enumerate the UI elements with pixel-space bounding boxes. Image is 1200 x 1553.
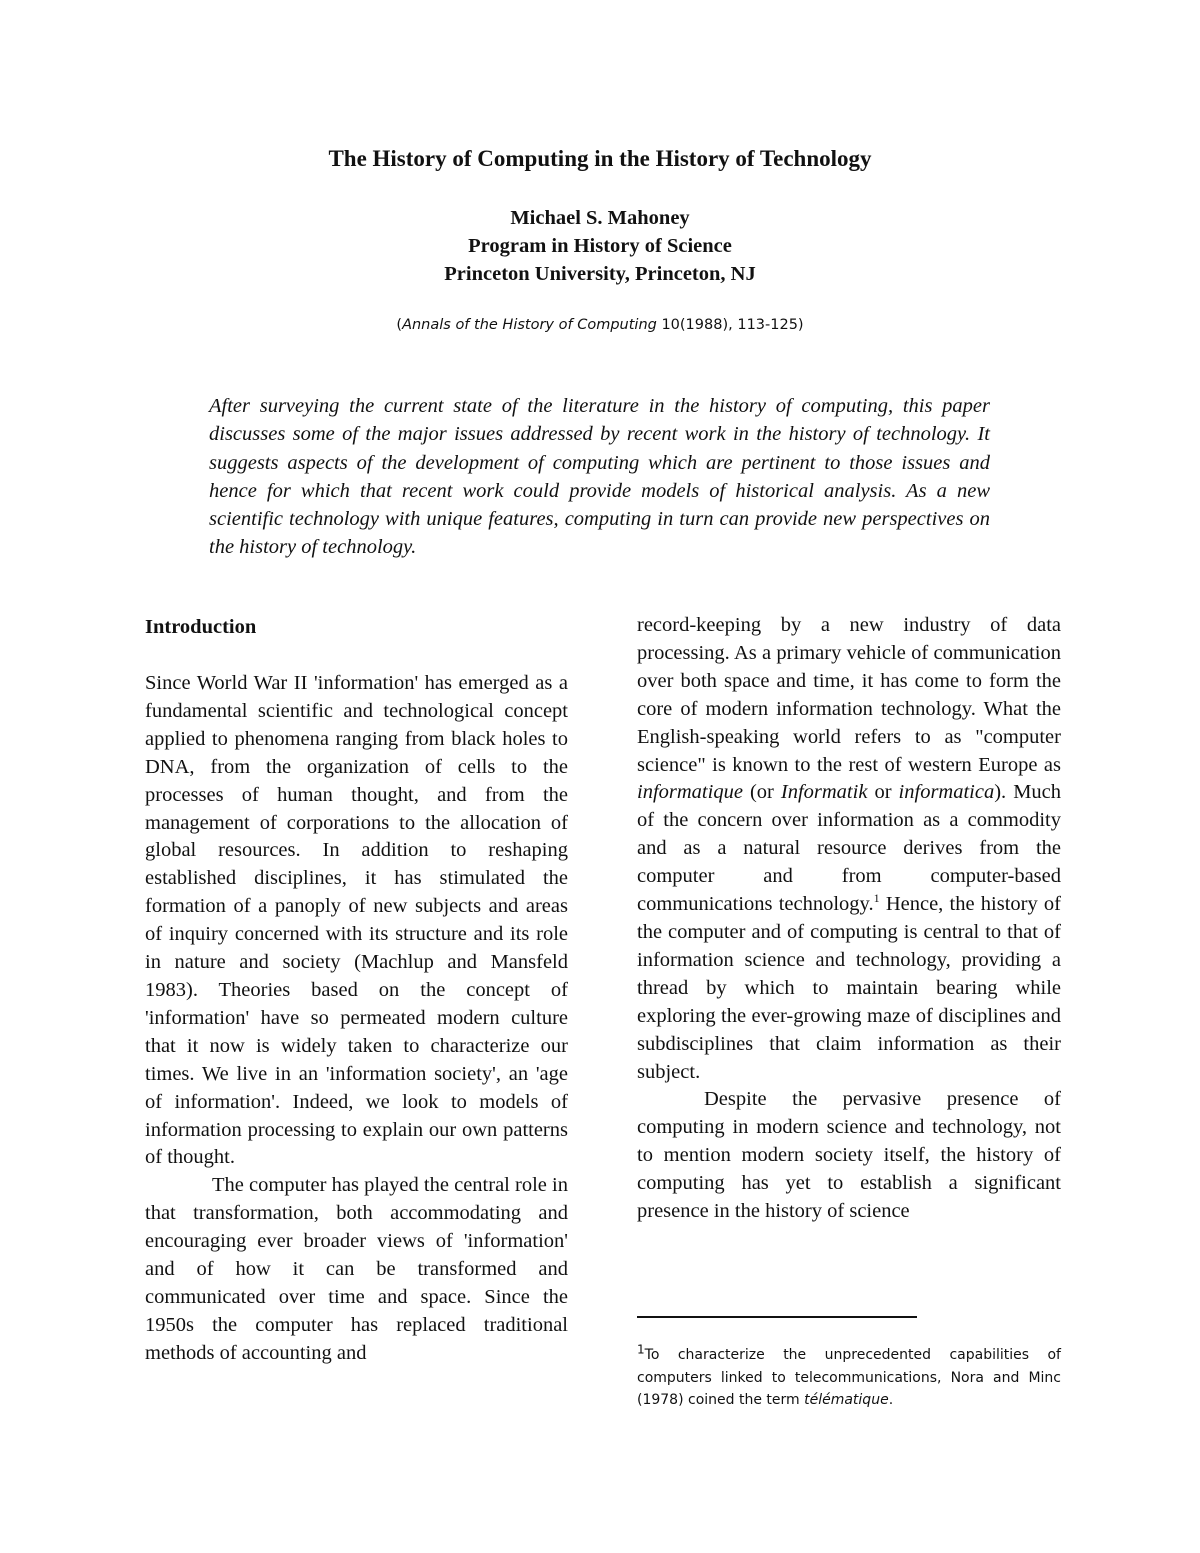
footnote-divider [637,1316,917,1318]
term-informatik: Informatik [780,781,868,804]
citation [0,317,1200,333]
citation-open: ( [396,317,403,333]
paragraph-3-text-c: or [867,781,899,804]
paragraph-3-text-b: (or [742,781,781,804]
citation-details: 10(1988), 113-125) [656,317,804,333]
author-block [0,204,1200,288]
paper-title: The History of Computing in the History of Technology [328,146,872,171]
footnote-text: To characterize the unprecedented capabilities of computers linked to telecommunications, Nora and Minc (1978) coined the term [637,1347,1061,1408]
section-heading: Introduction [145,616,257,638]
paragraph-3-text-e: Hence, the history of the computer and of computing is central to that of information science and technology, providing a thread by which to maintain bearing while exploring the ever-growing maze of disciplines and subdisciplines that claim information as their subject. [637,893,1062,1083]
paragraph-4: Despite the pervasive presence of computing in modern science and technology, not to mention modern society itself, the history of computing has yet to establish a significant presence in the history of science [637,1088,1061,1223]
paragraph-3 [637,612,1061,1086]
author-name: Michael S. Mahoney [510,207,690,229]
paragraph-3-text-a: record-keeping by a new industry of data processing. As a primary vehicle of communication over both space and time, it has come to form the core of modern information technology. What the English-speaking world refers to as "computer science" is known to the rest of western Europe as [637,614,1061,776]
footnote-marker: 1 [637,1342,645,1357]
paragraph-2: The computer has played the central role in that transformation, both accommodating and encouraging ever broader views of 'information' and of how it can be transformed and communicated over time and space. Since the 1950s the computer has replaced traditional methods of accounting and [145,1174,568,1364]
footnote-reference[interactable]: 1 [873,891,880,906]
column-right [637,612,1061,1226]
paragraph-3-text-d: ). Much of the concern over information as a commodity and as a natural resource derives from the computer and from computer-based communications technology. [637,781,1062,916]
term-informatica: informatica [898,781,995,804]
footnote-term: télématique [804,1392,889,1408]
footnote [637,1344,1061,1412]
column-left [145,612,568,1368]
citation-journal: Annals of the History of Computing [402,317,657,333]
affiliation-university: Princeton University, Princeton, NJ [444,263,756,285]
affiliation-program: Program in History of Science [468,235,732,257]
footnote-end: . [888,1392,894,1408]
paragraph-1: Since World War II 'information' has emerged as a fundamental scientific and technological concept applied to phenomena ranging from black holes to DNA, from the organization of cells to the processes of human thought, and from the management of corporations to the allocation of global resources. In addition to reshaping established disciplines, it has stimulated the formation of a panoply of new subjects and areas of inquiry concerned with its structure and its role in nature and society (Machlup and Mansfeld 1983). Theories based on the concept of 'information' have so permeated modern culture that it now is widely taken to characterize our times. We live in an 'information society', an 'age of information'. Indeed, we look to models of information processing to explain our own patterns of thought. [145,672,568,1169]
term-informatique: informatique [637,781,743,804]
abstract: After surveying the current state of the literature in the history of computing, this paper discusses some of the major issues addressed by recent work in the history of technology. It suggests aspects of the development of computing which are pertinent to those issues and hence for which that recent work could provide models of historical analysis. As a new scientific technology with unique features, computing in turn can provide new perspectives on the history of technology. [209,395,990,559]
